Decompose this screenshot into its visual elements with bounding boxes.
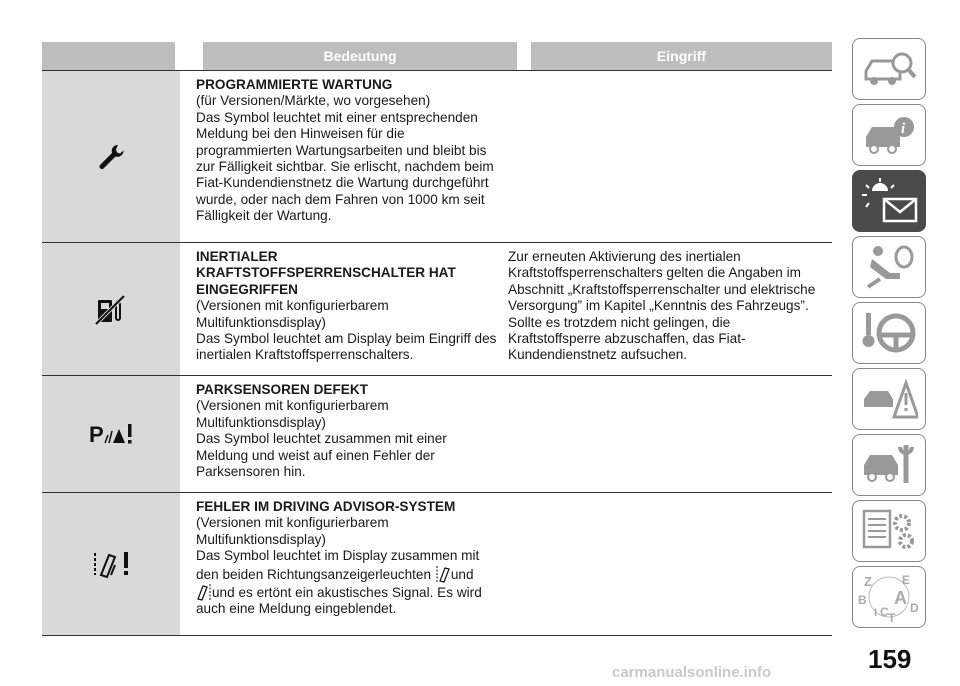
watermark-text: carmanualsonline.info [612, 664, 772, 681]
svg-text:I: I [874, 607, 878, 619]
header-action: Eingriff [531, 42, 832, 70]
icon-cell [42, 493, 180, 635]
icon-cell [42, 243, 180, 375]
tab-safety[interactable] [852, 236, 926, 298]
table-bottom-rule [42, 635, 832, 636]
meaning-cell [180, 71, 506, 242]
tab-warning-lights[interactable] [852, 170, 926, 232]
meaning-cell [180, 243, 506, 375]
table-row [42, 70, 832, 242]
header-meaning: Bedeutung [203, 42, 518, 70]
table-header [42, 42, 832, 70]
tab-technical-data[interactable] [852, 500, 926, 562]
row-text-before: (Versionen mit konfigurierbarem Multifunktionsdisplay) Das Symbol leuchtet im Display zusammen mit den beiden Richtungsanzeigerleuchten [196, 515, 480, 582]
settings-list-icon [860, 507, 918, 555]
crash-warning-icon [860, 375, 918, 423]
row-text-after: und es ertönt ein akustisches Signal. Es wird auch eine Meldung eingeblendet. [196, 585, 482, 617]
action-cell [506, 376, 832, 492]
row-text: (für Versionen/Märkte, wo vorgesehen) Das Symbol leuchtet mit einer entsprechenden Meldung bei den Hinweisen für die programmierten Wartungsarbeiten und bleibt bis zur Fälligkeit sichtbar. Sie erlischt, nachdem beim Fiat-Kundendienstnetz die Wartung durchgeführt wurde, oder nach dem Fahren von 1000 km seit Fälligkeit der Wartung. [196, 93, 494, 224]
action-cell [506, 493, 832, 635]
svg-text:C: C [880, 605, 889, 619]
row-title: PARKSENSOREN DEFEKT [196, 382, 368, 397]
svg-text:i: i [901, 121, 906, 137]
lane-right-icon [196, 583, 212, 601]
row-title: PROGRAMMIERTE WARTUNG [196, 77, 393, 92]
svg-text:Z: Z [864, 574, 872, 589]
tab-maintenance[interactable] [852, 434, 926, 496]
header-icon-column [42, 42, 175, 70]
steering-key-icon [860, 309, 918, 357]
park-sensor-fault-icon [89, 421, 133, 447]
meaning-cell [180, 493, 506, 635]
svg-text:D: D [910, 601, 919, 615]
svg-text:E: E [902, 573, 911, 587]
action-cell: Zur erneuten Aktivierung des inertialen Kraftstoffsperrenschalters gelten die Angaben im Abschnitt „Kraftstoffsperrenschalter und elektrische Versorgung” im Kapitel „Kenntnis des Fahrzeugs”. Sollte es trotzdem nicht gelingen, die Kraftstoffsperre abzuschaffen, das Fiat-Kundendienstnetz aufsuchen. [508, 249, 816, 363]
table-row [42, 492, 832, 635]
car-wrench-icon [860, 441, 918, 489]
tab-car-info[interactable] [852, 104, 926, 166]
lane-left-icon [435, 565, 451, 583]
driving-advisor-fault-icon [91, 549, 131, 579]
row-title: FEHLER IM DRIVING ADVISOR-SYSTEM [196, 499, 456, 514]
row-text-mid: und [450, 566, 474, 582]
svg-text:P: P [89, 422, 104, 447]
action-cell [506, 71, 832, 242]
svg-text:B: B [858, 593, 867, 607]
icon-cell [42, 71, 180, 242]
svg-text:A: A [894, 588, 907, 608]
warning-lights-table [42, 42, 832, 636]
table-row [42, 375, 832, 492]
car-info-icon [860, 113, 918, 157]
table-row [42, 242, 832, 375]
icon-cell [42, 376, 180, 492]
airbag-person-icon [860, 243, 918, 291]
warning-light-message-icon [858, 177, 920, 225]
meaning-cell [180, 376, 506, 492]
tab-emergency[interactable] [852, 368, 926, 430]
fuel-cutoff-icon [94, 292, 128, 326]
page-number: 159 [868, 644, 912, 674]
car-search-icon [860, 47, 918, 91]
row-text [196, 515, 498, 617]
row-text: (Versionen mit konfigurierbarem Multifunktionsdisplay) Das Symbol leuchtet am Display beim Eingriff des inertialen Kraftstoffsperrenschalters. [196, 298, 497, 363]
tab-index[interactable] [852, 566, 926, 628]
tab-starting-driving[interactable] [852, 302, 926, 364]
row-title: INERTIALER KRAFTSTOFFSPERRENSCHALTER HAT EINGEGRIFFEN [196, 249, 456, 297]
chapter-tabs [852, 38, 930, 632]
alphabet-index-icon [858, 572, 920, 622]
row-text: (Versionen mit konfigurierbarem Multifunktionsdisplay) Das Symbol leuchtet zusammen mit einer Meldung und weist auf einen Fehler der Parksensoren hin. [196, 398, 447, 480]
tab-car-search[interactable] [852, 38, 926, 100]
wrench-icon [96, 142, 126, 172]
svg-text:T: T [888, 611, 896, 622]
